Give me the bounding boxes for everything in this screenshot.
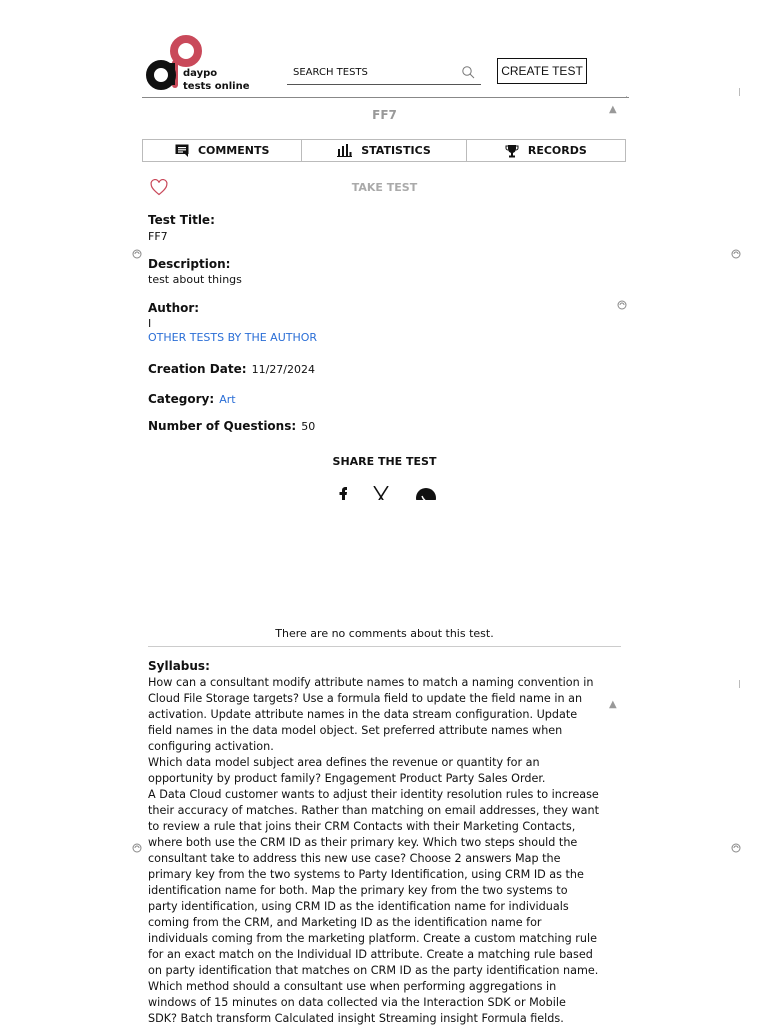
search-box: [287, 60, 481, 85]
trophy-icon: [505, 144, 519, 158]
author-value: I: [148, 317, 152, 330]
creation-date-label: Creation Date:: [148, 362, 247, 376]
search-input[interactable]: [287, 62, 453, 84]
questions-row: [148, 415, 315, 434]
logo-line1: daypo: [183, 68, 218, 79]
syllabus-line: SDK? Batch transform Calculated insight Streaming insight Formula fields.: [148, 1012, 564, 1025]
side-mark-icon: [132, 843, 142, 853]
syllabus-line: identification name for both. Map the primary key from the two systems to: [148, 884, 568, 897]
logo-line2: tests online: [183, 81, 250, 92]
side-mark-icon: [617, 300, 627, 310]
syllabus-line: configuring activation.: [148, 740, 274, 753]
syllabus-text: [148, 675, 622, 1027]
bar-chart-icon: [337, 144, 352, 157]
tab-statistics-label: STATISTICS: [361, 144, 431, 157]
syllabus-line: A Data Cloud customer wants to adjust their identity resolution rules to increase: [148, 788, 599, 801]
tab-records-label: RECORDS: [527, 144, 587, 157]
tab-statistics[interactable]: [302, 140, 466, 161]
category-label: Category:: [148, 392, 215, 406]
create-test-button[interactable]: CREATE TEST: [497, 58, 587, 84]
comments-divider: [148, 646, 621, 647]
syllabus-line: to review a rule that joins their CRM Contacts with their Marketing Contacts,: [148, 820, 576, 833]
test-title-value: FF7: [148, 230, 168, 243]
syllabus-line: primary key from the two systems to Party Identification, using CRM ID as the: [148, 868, 584, 881]
side-mark-icon: [132, 249, 142, 259]
syllabus-scroll-up-icon[interactable]: ▲: [609, 699, 617, 710]
syllabus-line: party identification, using CRM ID as the identification name for individuals: [148, 900, 569, 913]
edge-mark: [739, 88, 740, 96]
syllabus-line: field names in the data model object. Set preferred attribute names when: [148, 724, 563, 737]
take-test-button[interactable]: TAKE TEST: [351, 181, 418, 194]
test-tabs: [142, 139, 626, 162]
no-comments-text: There are no comments about this test.: [275, 627, 494, 640]
syllabus-line: their accuracy of matches. Rather than matching on email addresses, they want: [148, 804, 600, 817]
syllabus-line: opportunity by product family? Engagement Product Party Sales Order.: [148, 772, 546, 785]
syllabus-line: consultant take to address this new use case? Choose 2 answers Map the: [148, 852, 561, 865]
syllabus-line: individuals coming from the marketing platform. Create a custom matching rule: [148, 932, 597, 945]
side-mark-icon: [731, 843, 741, 853]
header-divider: [142, 97, 629, 98]
syllabus-line: for an exact match on the Individual ID attribute. Create a matching rule based: [148, 948, 593, 961]
description-value: test about things: [148, 273, 242, 286]
page-title: FF7: [372, 108, 397, 122]
syllabus-line: How can a consultant modify attribute names to match a naming convention in: [148, 676, 594, 689]
syllabus-line: coming from the CRM, and Marketing ID as the identification name for: [148, 916, 542, 929]
syllabus-line: activation. Update attribute names in the data stream configuration. Update: [148, 708, 578, 721]
questions-value: 50: [301, 420, 316, 433]
search-icon[interactable]: [461, 65, 475, 79]
creation-date-row: [148, 358, 315, 377]
tab-comments-label: COMMENTS: [197, 144, 270, 157]
test-title-label: Test Title:: [148, 213, 215, 227]
author-label: Author:: [148, 301, 200, 315]
corner-mark: [626, 96, 627, 97]
share-title: SHARE THE TEST: [332, 455, 437, 468]
edge-mark: [739, 680, 740, 688]
side-mark-icon: [731, 249, 741, 259]
syllabus-line: where both use the CRM ID as their primary key. Which two steps should the: [148, 836, 578, 849]
description-label: Description:: [148, 257, 231, 271]
tab-records[interactable]: [467, 140, 625, 161]
whatsapp-icon[interactable]: [416, 488, 436, 500]
questions-label: Number of Questions:: [148, 419, 297, 433]
syllabus-line: on party identification that matches on CRM ID as the party identification name.: [148, 964, 599, 977]
syllabus-title: Syllabus:: [148, 659, 210, 673]
syllabus-line: Which method should a consultant use when performing aggregations in: [148, 980, 557, 993]
category-row: [148, 388, 236, 407]
share-icons: [336, 486, 436, 500]
tab-comments[interactable]: [143, 140, 302, 161]
syllabus-line: Cloud File Storage targets? Use a formula field to update the field name in an: [148, 692, 583, 705]
creation-date-value: 11/27/2024: [251, 363, 316, 376]
comment-icon: [175, 144, 189, 157]
scroll-up-icon[interactable]: ▲: [609, 104, 617, 115]
facebook-icon[interactable]: [340, 487, 348, 500]
other-tests-link[interactable]: OTHER TESTS BY THE AUTHOR: [148, 331, 318, 344]
syllabus-line: Which data model subject area defines the revenue or quantity for an: [148, 756, 540, 769]
category-link[interactable]: Art: [219, 393, 236, 406]
x-icon[interactable]: [374, 486, 388, 500]
syllabus-line: windows of 15 minutes on data collected via the Interaction SDK or Mobile: [148, 996, 566, 1009]
logo-text: [183, 67, 249, 93]
